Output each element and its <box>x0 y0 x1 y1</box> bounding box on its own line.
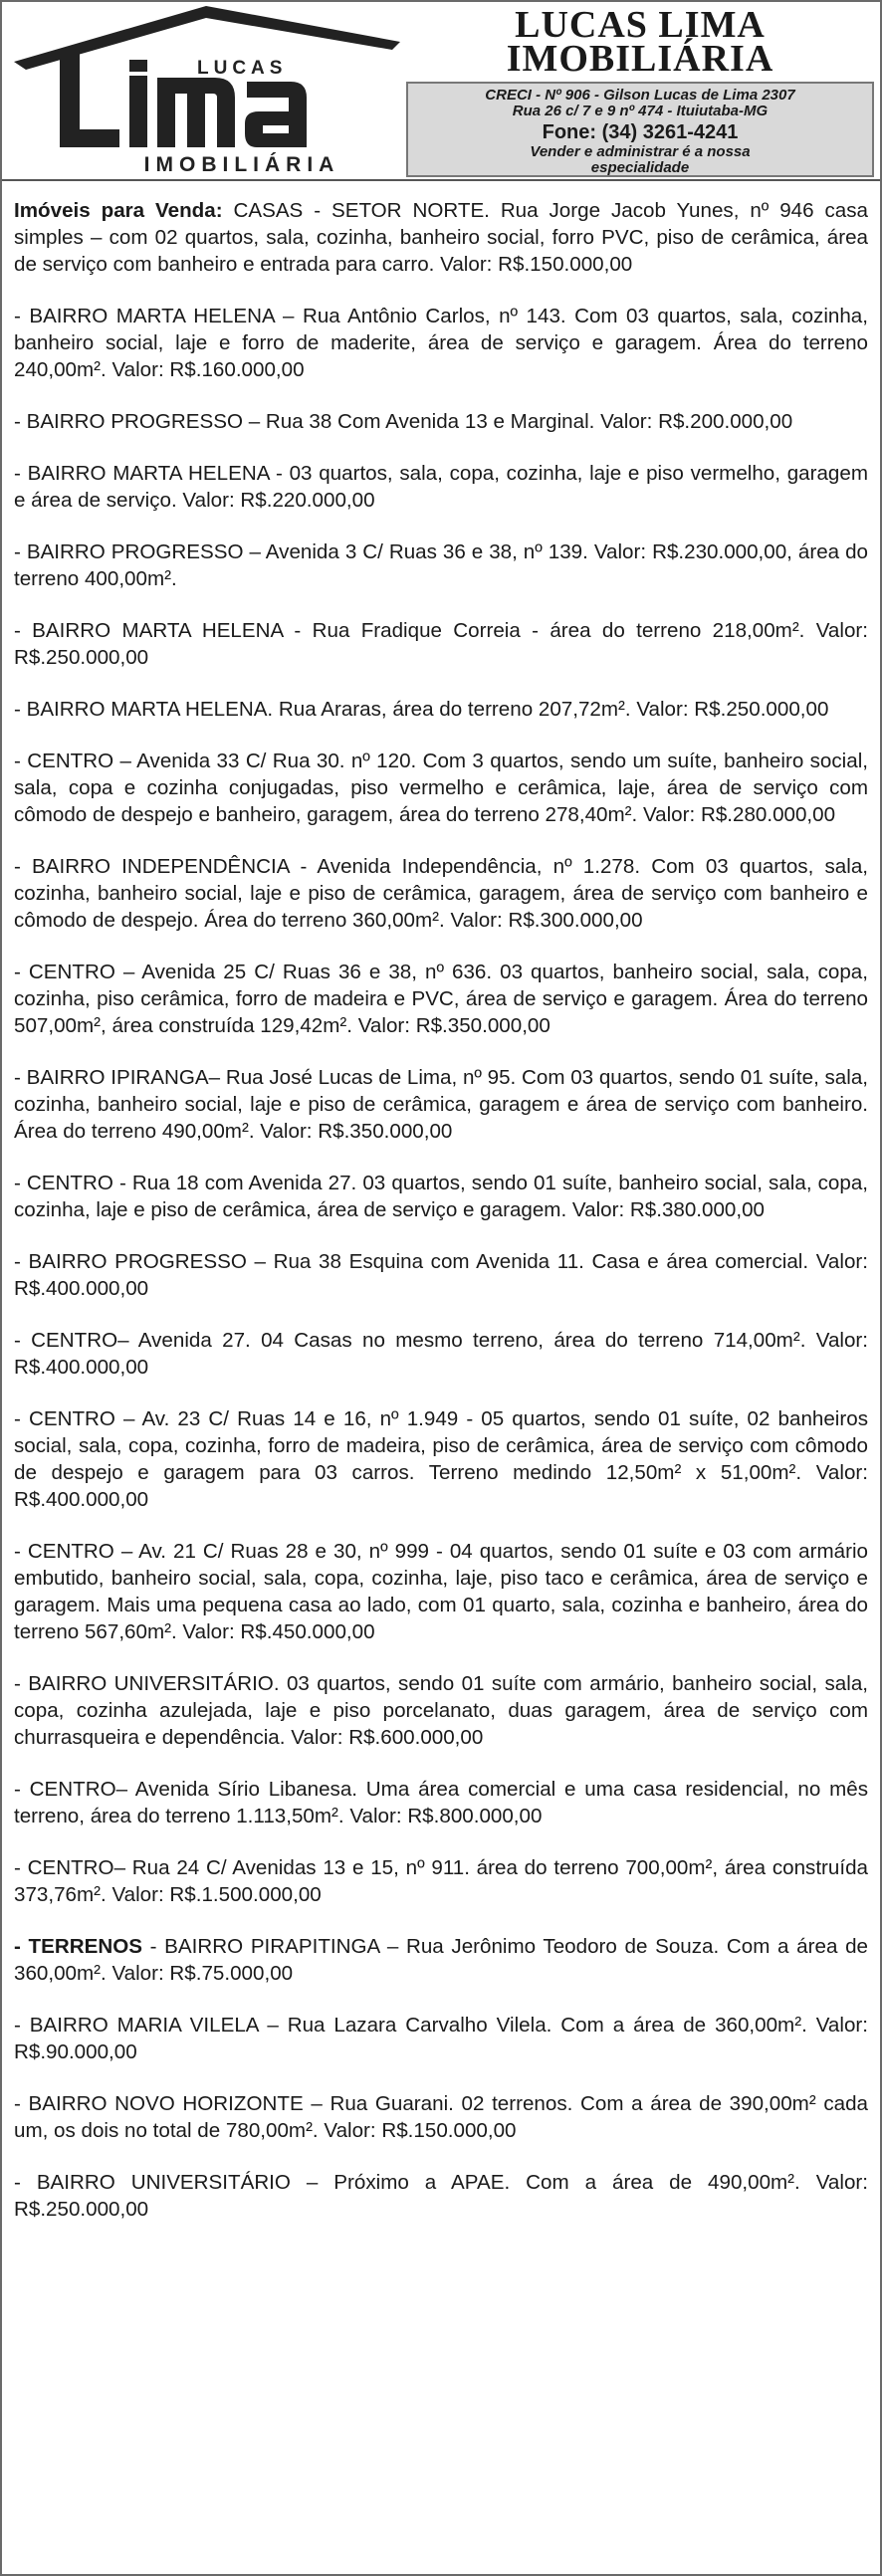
listing-text: - CENTRO– Avenida Sírio Libanesa. Uma área comercial e uma casa residencial, no mês terreno, área do terreno 1.113,50m². Valor: R$.800.000,00 <box>14 1778 868 1827</box>
listing-text: - CENTRO – Avenida 33 C/ Rua 30. nº 120. Com 3 quartos, sendo um suíte, banheiro social, sala, copa e cozinha conjugadas, piso vermelho e cerâmica, laje, área de serviço com cômodo de despejo e banheiro, garagem, área do terreno 278,40m². Valor: R$.280.000,00 <box>14 750 868 826</box>
listing-item <box>14 1854 868 1908</box>
listing-text: - CENTRO – Avenida 25 C/ Ruas 36 e 38, nº 636. 03 quartos, banheiro social, sala, copa, cozinha, piso cerâmica, forro de madeira e PVC, área de serviço e garagem. Área do terreno 507,00m², área construída 129,42m². Valor: R$.350.000,00 <box>14 961 868 1037</box>
listing-item <box>14 1538 868 1645</box>
listing-item <box>14 1248 868 1302</box>
listing-item <box>14 617 868 671</box>
listing-text: - BAIRRO UNIVERSITÁRIO. 03 quartos, sendo 01 suíte com armário, banheiro social, sala, copa, cozinha azulejada, laje e piso porcelanato, duas garagem, área de serviço com churrasqueira e dependência. Valor: R$.600.000,00 <box>14 1672 868 1749</box>
listing-item <box>14 460 868 514</box>
listing-item <box>14 1776 868 1829</box>
listing-item <box>14 1327 868 1381</box>
listing-item <box>14 2169 868 2223</box>
company-info <box>400 2 880 177</box>
listing-item <box>14 1064 868 1145</box>
slogan-line1: Vender e administrar é a nossa <box>530 143 751 160</box>
listing-text: - BAIRRO MARTA HELENA - Rua Fradique Correia - área do terreno 218,00m². Valor: R$.250.000,00 <box>14 619 868 669</box>
listing-item <box>14 748 868 828</box>
listing-item <box>14 197 868 278</box>
company-logo <box>2 2 410 181</box>
listing-lead: - TERRENOS <box>14 1935 142 1958</box>
listing-item <box>14 2012 868 2065</box>
company-name-line1: LUCAS LIMA <box>515 4 766 46</box>
listing-item <box>14 959 868 1039</box>
listing-item <box>14 1170 868 1223</box>
logo-small-text: LUCAS <box>197 58 288 79</box>
listing-item <box>14 538 868 592</box>
listing-item <box>14 1933 868 1987</box>
listing-text: - BAIRRO PROGRESSO – Rua 38 Esquina com Avenida 11. Casa e área comercial. Valor: R$.400.000,00 <box>14 1250 868 1300</box>
company-name-line2: IMOBILIÁRIA <box>506 38 774 80</box>
listing-text: - BAIRRO MARTA HELENA – Rua Antônio Carlos, nº 143. Com 03 quartos, sala, cozinha, banheiro social, laje e forro de maderite, área de serviço e garagem. Área do terreno 240,00m². Valor: R$.160.000,00 <box>14 305 868 381</box>
listing-text: CASAS - SETOR NORTE. Rua Jorge Jacob Yunes, nº 946 casa simples – com 02 quartos, sala, cozinha, banheiro social, forro PVC, piso de cerâmica, área de serviço com banheiro e entrada para carro. Valor: R$.150.000,00 <box>14 199 868 276</box>
listing-text: - BAIRRO MARTA HELENA - 03 quartos, sala, copa, cozinha, laje e piso vermelho, garagem e área de serviço. Valor: R$.220.000,00 <box>14 462 868 512</box>
slogan-line2: especialidade <box>590 159 690 176</box>
listing-text: - BAIRRO NOVO HORIZONTE – Rua Guarani. 02 terrenos. Com a área de 390,00m² cada um, os dois no total de 780,00m². Valor: R$.150.000,00 <box>14 2092 868 2142</box>
listing-item <box>14 696 868 723</box>
listing-item <box>14 1405 868 1513</box>
listing-text: - BAIRRO PIRAPITINGA – Rua Jerônimo Teodoro de Souza. Com a área de 360,00m². Valor: R$.75.000,00 <box>14 1935 868 1985</box>
listing-text: - BAIRRO PROGRESSO – Rua 38 Com Avenida 13 e Marginal. Valor: R$.200.000,00 <box>14 410 793 433</box>
listing-text: - BAIRRO IPIRANGA– Rua José Lucas de Lima, nº 95. Com 03 quartos, sendo 01 suíte, sala, cozinha, banheiro social, laje e piso de cerâmica, garagem e área de serviço com banheiro. Área do terreno 490,00m². Valor: R$.350.000,00 <box>14 1066 869 1143</box>
contact-box <box>406 82 874 177</box>
listing-item <box>14 303 868 383</box>
listing-text: - CENTRO - Rua 18 com Avenida 27. 03 quartos, sendo 01 suíte, banheiro social, sala, copa, cozinha, laje e piso de cerâmica, área de serviço e garagem. Valor: R$.380.000,00 <box>14 1172 868 1221</box>
listing-text: - CENTRO– Avenida 27. 04 Casas no mesmo terreno, área do terreno 714,00m². Valor: R$.400.000,00 <box>14 1329 868 1379</box>
listing-item <box>14 2090 868 2144</box>
listing-text: - BAIRRO MARTA HELENA. Rua Araras, área do terreno 207,72m². Valor: R$.250.000,00 <box>14 698 829 721</box>
listing-item <box>14 408 868 435</box>
address-line: Rua 26 c/ 7 e 9 nº 474 - Ituiutaba-MG <box>512 103 769 119</box>
listing-text: - CENTRO– Rua 24 C/ Avenidas 13 e 15, nº 911. área do terreno 700,00m², área construída 373,76m². Valor: R$.1.500.000,00 <box>14 1856 868 1906</box>
listing-text: - BAIRRO MARIA VILELA – Rua Lazara Carvalho Vilela. Com a área de 360,00m². Valor: R$.90.000,00 <box>14 2014 868 2063</box>
listing-item <box>14 1670 868 1751</box>
listing-text: - BAIRRO INDEPENDÊNCIA - Avenida Independência, nº 1.278. Com 03 quartos, sala, cozinha, banheiro social, laje e piso de cerâmica, garagem, área de serviço com banheiro e cômodo de despejo. Área do terreno 360,00m². Valor: R$.300.000,00 <box>14 855 868 932</box>
creci-line: CRECI - Nº 906 - Gilson Lucas de Lima 2307 <box>485 87 795 104</box>
listings-section <box>2 181 880 2223</box>
ad-header <box>2 2 880 181</box>
listing-text: - CENTRO – Av. 23 C/ Ruas 14 e 16, nº 1.949 - 05 quartos, sendo 01 suíte, 02 banheiros social, sala, copa, cozinha, forro de madeira, piso de cerâmica, área de serviço com cômodo de despejo e garagem para 03 carros. Terreno medindo 12,50m² x 51,00m². Valor: R$.400.000,00 <box>14 1407 868 1511</box>
listing-item <box>14 853 868 934</box>
logo-tagline: IMOBILIÁRIA <box>143 153 340 176</box>
listing-text: - CENTRO – Av. 21 C/ Ruas 28 e 30, nº 999 - 04 quartos, sendo 01 suíte e 03 com armário embutido, banheiro social, sala, copa, cozinha, laje, piso taco e cerâmica, área de serviço e garagem. Mais uma pequena casa ao lado, com 01 quarto, sala, cozinha e banheiro, área do terreno 567,60m². Valor: R$.450.000,00 <box>14 1540 868 1643</box>
listing-text: - BAIRRO UNIVERSITÁRIO – Próximo a APAE. Com a área de 490,00m². Valor: R$.250.000,00 <box>14 2171 868 2221</box>
phone-line: Fone: (34) 3261-4241 <box>542 121 739 143</box>
listing-text: - BAIRRO PROGRESSO – Avenida 3 C/ Ruas 36 e 38, nº 139. Valor: R$.230.000,00, área do terreno 400,00m². <box>14 540 868 590</box>
listing-lead: Imóveis para Venda: <box>14 199 223 222</box>
